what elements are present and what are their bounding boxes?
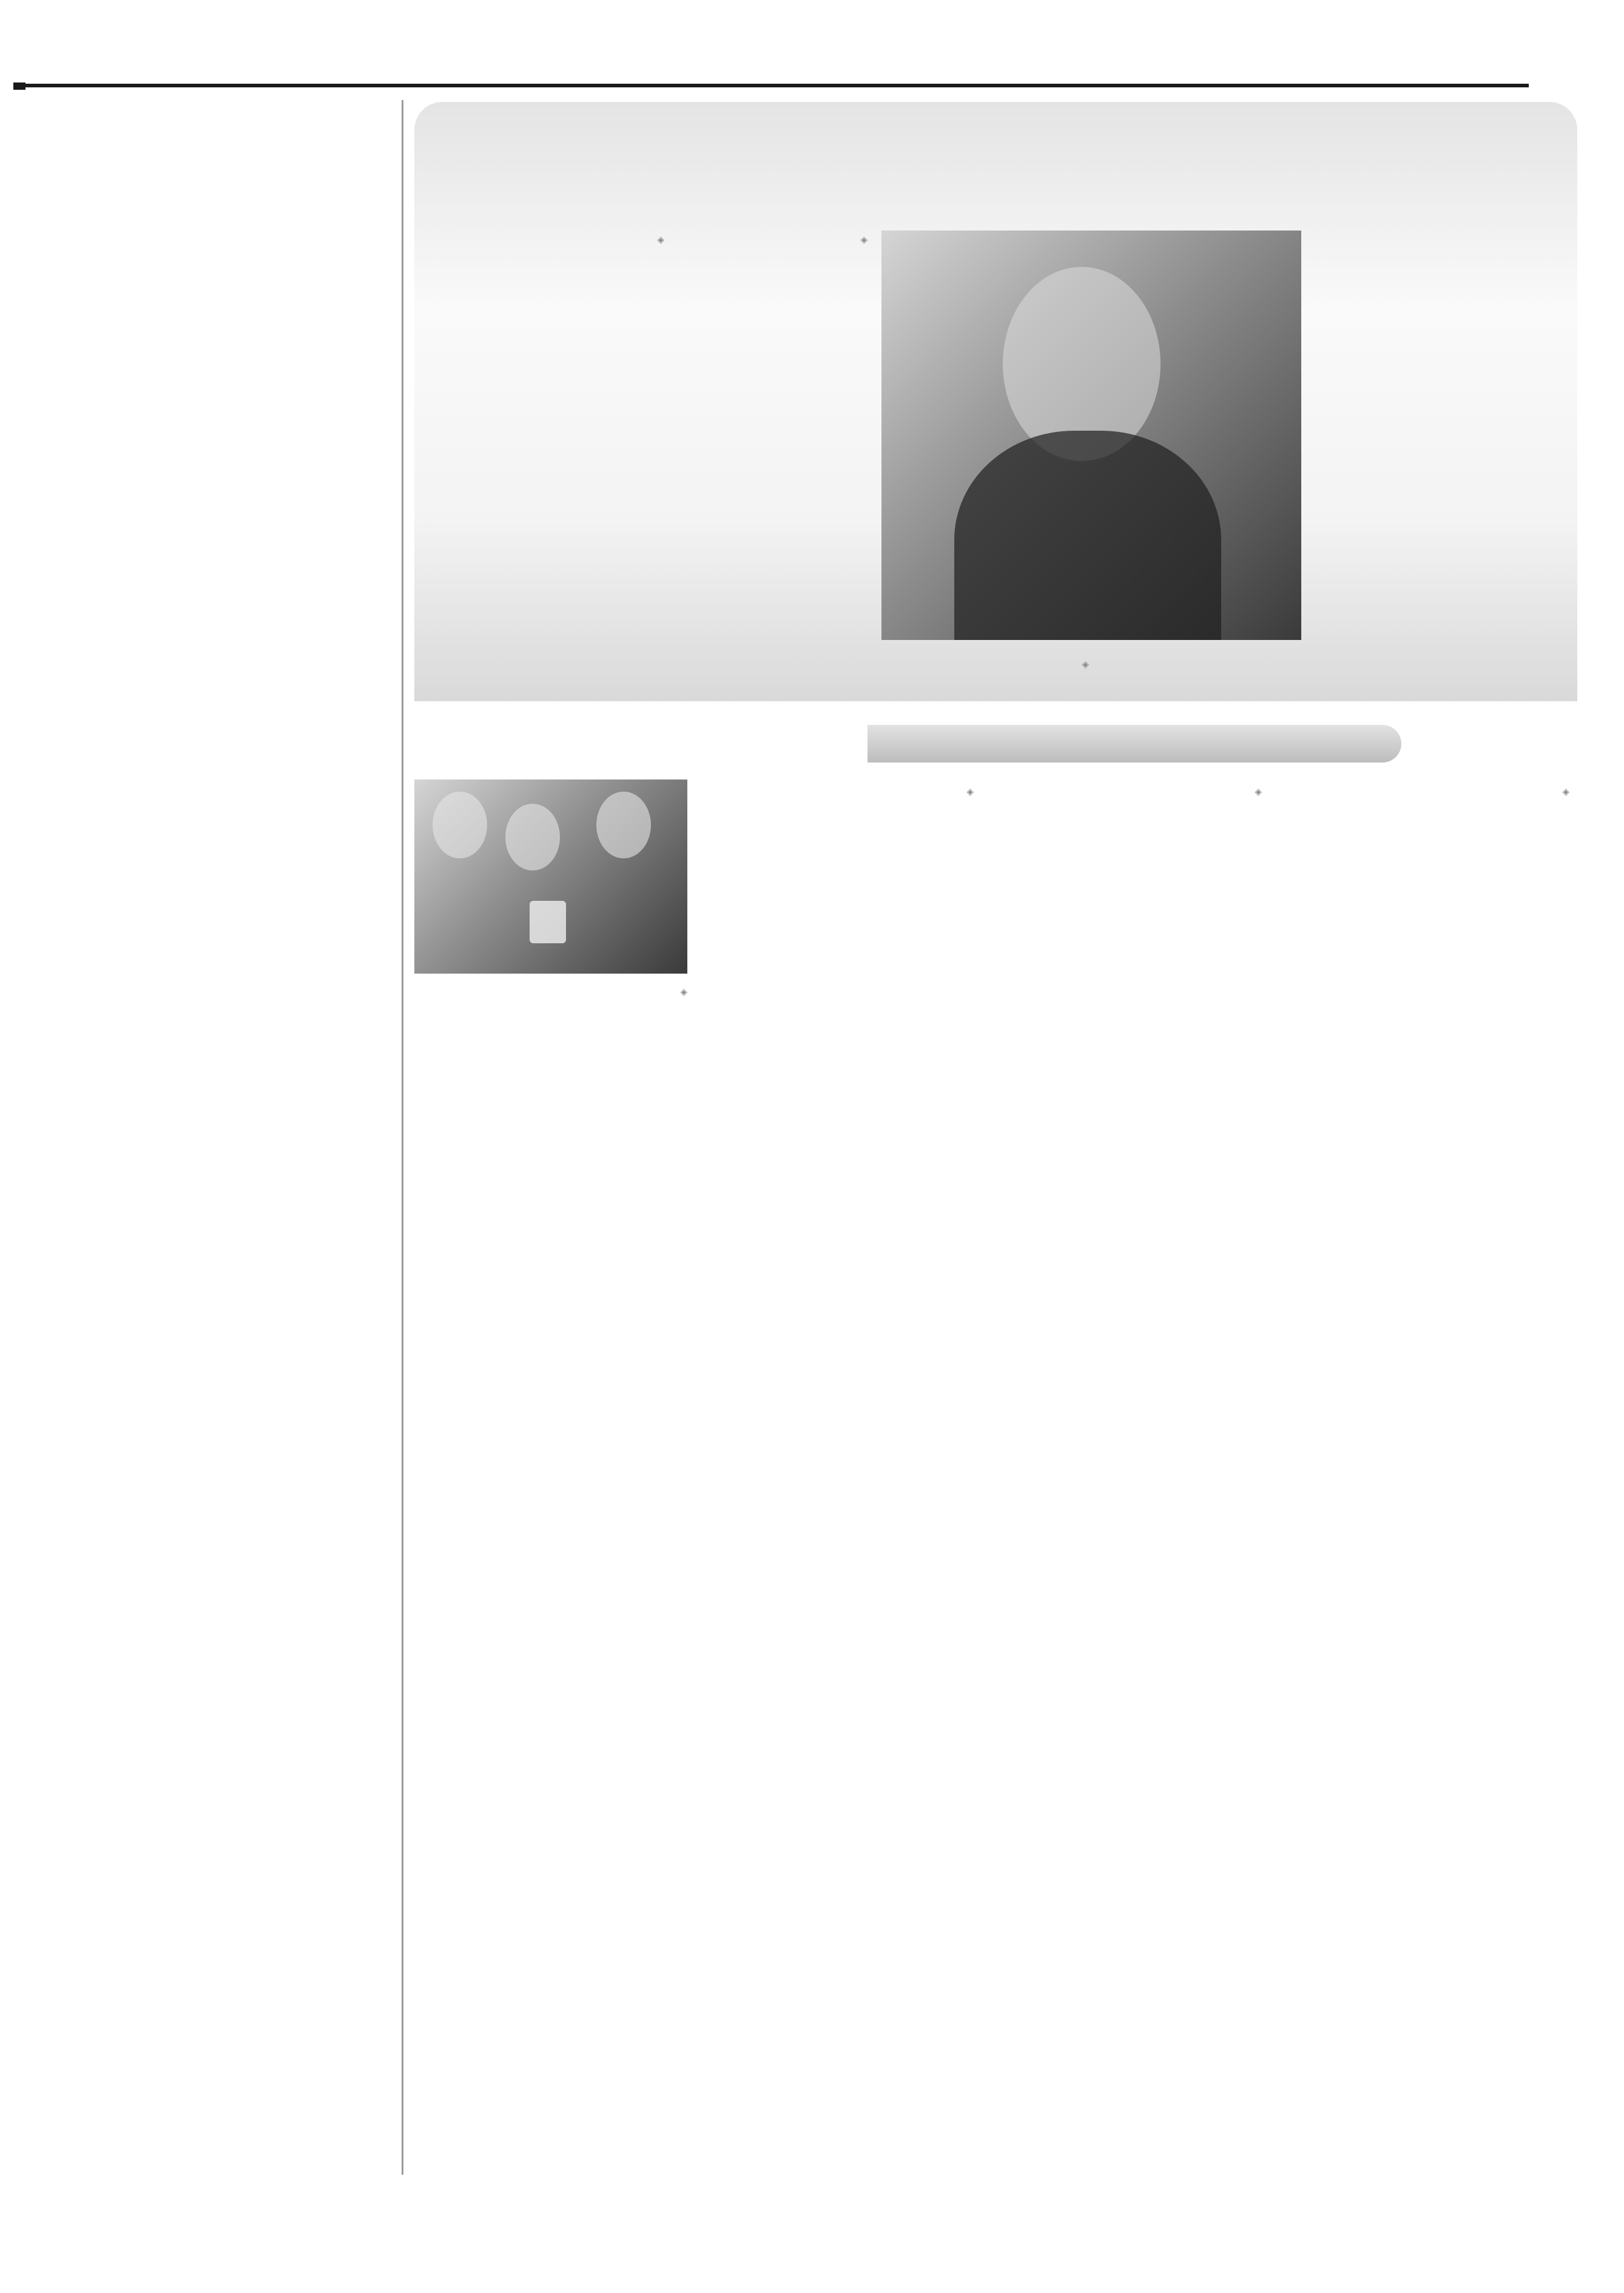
person-icon <box>505 804 560 870</box>
trophy-icon <box>530 901 566 943</box>
subheading <box>673 229 868 250</box>
shirazology-col3 <box>695 779 974 803</box>
lead-story-col4 <box>673 227 868 695</box>
shirazology-col1 <box>1302 779 1569 803</box>
subheading <box>883 653 1089 675</box>
page-marker <box>13 82 25 90</box>
masthead-rule <box>24 84 1529 87</box>
award-photo <box>414 779 687 974</box>
lead-story-col5 <box>419 227 664 695</box>
subheading <box>419 229 664 250</box>
subheading <box>983 781 1262 802</box>
person-icon <box>596 792 651 858</box>
shirazology-col2 <box>983 779 1262 803</box>
subheading <box>1302 781 1569 802</box>
person-icon <box>433 792 487 858</box>
column-divider <box>402 100 403 2175</box>
subheading <box>414 981 687 1002</box>
shirazology-headline <box>868 725 1401 763</box>
portrait-body-icon <box>954 431 1221 640</box>
left-column <box>55 102 393 123</box>
shirazology-col4 <box>414 980 687 1003</box>
lead-story-photo <box>881 231 1301 640</box>
subheading <box>695 781 974 802</box>
lead-story-col3 <box>883 652 1089 676</box>
